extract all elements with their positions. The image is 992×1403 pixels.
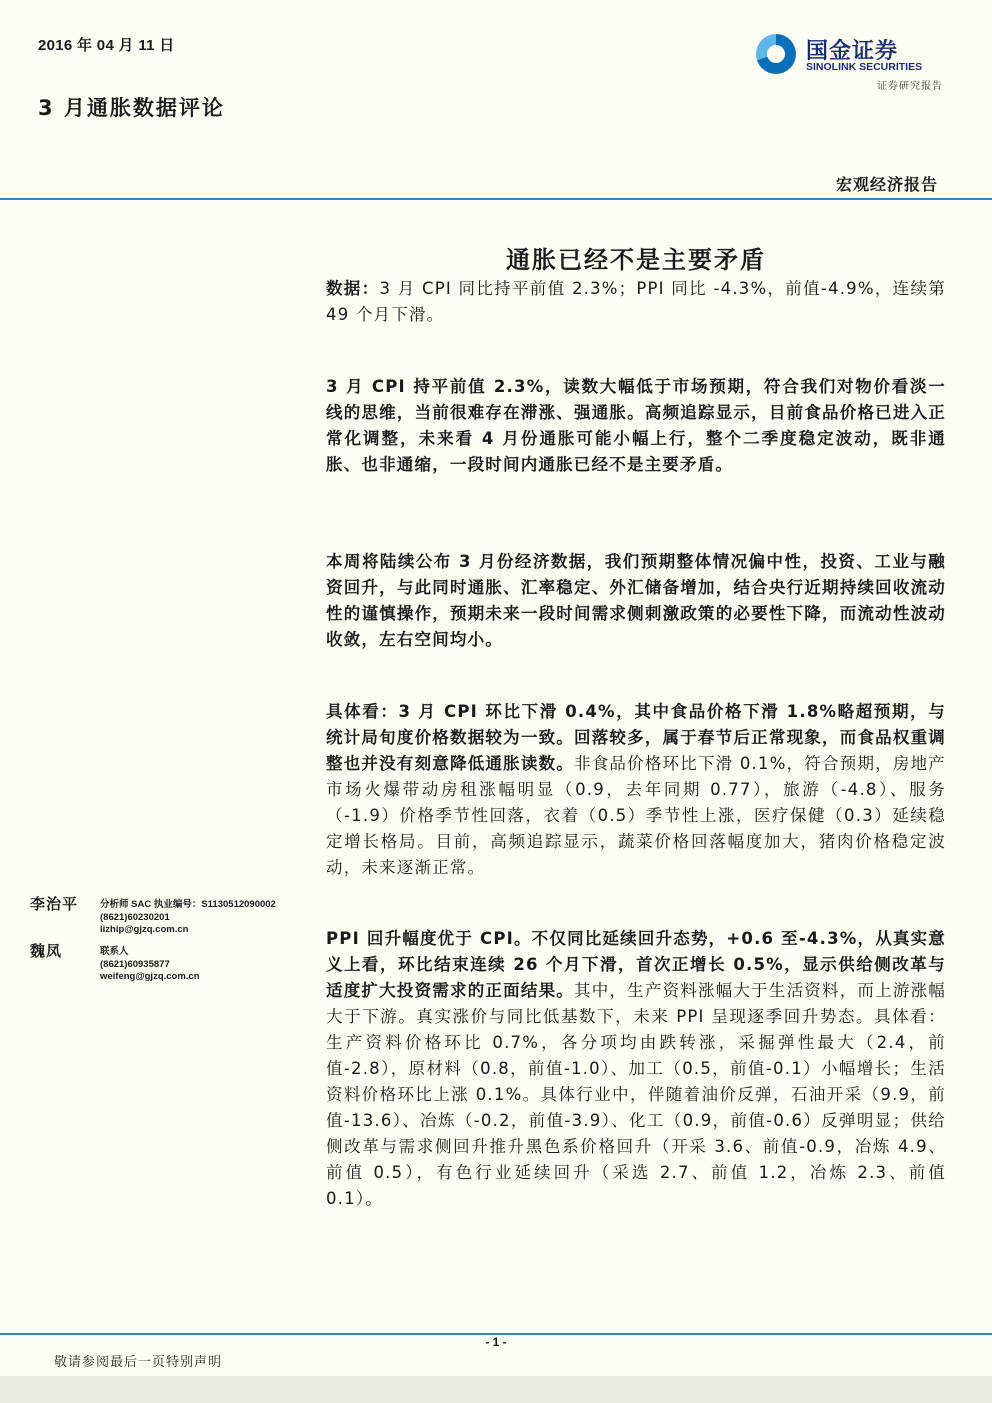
document-title: 3 月通胀数据评论 <box>38 96 225 120</box>
paragraph-lead: 数据： <box>326 279 380 298</box>
report-date: 2016 年 04 月 11 日 <box>38 37 175 54</box>
paragraph-text: 3 月 CPI 持平前值 2.3%，读数大幅低于市场预期，符合我们对物价看淡一线的思维，当前很难存在滞涨、强通胀。高频追踪显示，目前食品价格已进入正常化调整，未来看 4 月份通胀可能小幅上行，整个二季度稳定波动，既非通胀、也非通缩，一段时间内通胀已经不是主要矛盾。 <box>326 377 946 474</box>
paragraph-text: 本周将陆续公布 3 月份经济数据，我们预期整体情况偏中性，投资、工业与融资回升，与此同时通胀、汇率稳定、外汇储备增加，结合央行近期持续回收流动性的谨慎操作，预期未来一段时间需求侧刺激政策的必要性下降，而流动性波动收敛，左右空间均小。 <box>326 552 946 649</box>
logo-subtitle: 证券研究报告 <box>877 81 943 92</box>
contact-info <box>100 946 200 984</box>
logo-chinese-name: 国金证券 <box>806 39 899 64</box>
analyst-name: 李治平 <box>30 895 79 913</box>
contact-email[interactable]: weifeng@gjzq.com.cn <box>100 971 200 982</box>
logo-english-name: SINOLINK SECURITIES <box>806 61 923 73</box>
disclaimer-note: 敬请参阅最后一页特别声明 <box>54 1355 223 1370</box>
article-title: 通胀已经不是主要矛盾 <box>506 245 766 274</box>
paragraph-text: 3 月 CPI 同比持平前值 2.3%；PPI 同比 -4.3%，前值-4.9%，连续第 49 个月下滑。 <box>326 279 946 324</box>
page-bottom-band <box>0 1376 992 1403</box>
page-number: - 1 - <box>485 1335 507 1349</box>
paragraph-text: 非食品价格环比下滑 0.1%，符合预期，房地产市场火爆带动房租涨幅明显（0.9，去年同期 0.77），旅游（-4.8）、服务（-1.9）价格季节性回落，衣着（0.5）季节性上涨，医疗保健（0.3）延续稳定增长格局。目前，高频追踪显示，蔬菜价格回落幅度加大，猪肉价格稳定波动，未来逐渐正常。 <box>326 754 946 877</box>
paragraph-text: 其中，生产资料涨幅大于生活资料，而上游涨幅大于下游。真实涨价与同比低基数下，未来 PPI 呈现逐季回升势态。具体看：生产资料价格环比 0.7%，各分项均由跌转涨，采掘弹性最大（2.4，前值-2.8），原材料（0.8，前值-1.0）、加工（0.5，前值-0.1）小幅增长；生活资料价格环比上涨 0.1%。具体行业中，伴随着油价反弹，石油开采（9.9，前值-13.6）、冶炼（-0.2，前值-3.9）、化工（0.9，前值-0.6）反弹明显；供给侧改革与需求侧回升推升黑色系价格回升（开采 3.6、前值-0.9，冶炼 4.9、前值 0.5），有色行业延续回升（采选 2.7、前值 1.2，冶炼 2.3、前值 0.1）。 <box>326 981 946 1208</box>
company-logo <box>754 32 949 90</box>
analyst-email[interactable]: lizhip@gjzq.com.cn <box>100 924 189 935</box>
paragraph-bold-text: 具体看：3 月 CPI 环比下滑 0.4%，其中食品价格下滑 1.8%略超预期，与统计局旬度价格数据较为一致。回落较多，属于春节后正常现象，而食品权重调整也并没有刻意降低通胀读数。 <box>326 702 946 773</box>
paragraph-cpi-view <box>326 374 946 478</box>
analyst-contact <box>100 899 276 937</box>
paragraph-ppi-detail <box>326 926 946 1212</box>
analyst-cert: 分析师 SAC 执业编号：S1130512090002 <box>100 899 276 910</box>
logo-mark-icon <box>756 34 796 74</box>
paragraph-weekly-outlook <box>326 549 946 653</box>
contact-role: 联系人 <box>100 946 129 957</box>
contact-phone: (8621)60935877 <box>100 958 170 970</box>
report-type: 宏观经济报告 <box>835 175 938 194</box>
header-divider <box>0 198 992 200</box>
paragraph-bold-text: PPI 回升幅度优于 CPI。不仅同比延续回升态势，+0.6 至-4.3%，从真实意义上看，环比结束连续 26 个月下滑，首次正增长 0.5%，显示供给侧改革与适度扩大投资需求的正面结果。 <box>326 929 946 1000</box>
paragraph-data-summary <box>326 276 946 328</box>
paragraph-cpi-detail <box>326 699 946 881</box>
contact-name: 魏凤 <box>30 942 63 960</box>
analyst-phone: (8621)60230201 <box>100 911 170 923</box>
